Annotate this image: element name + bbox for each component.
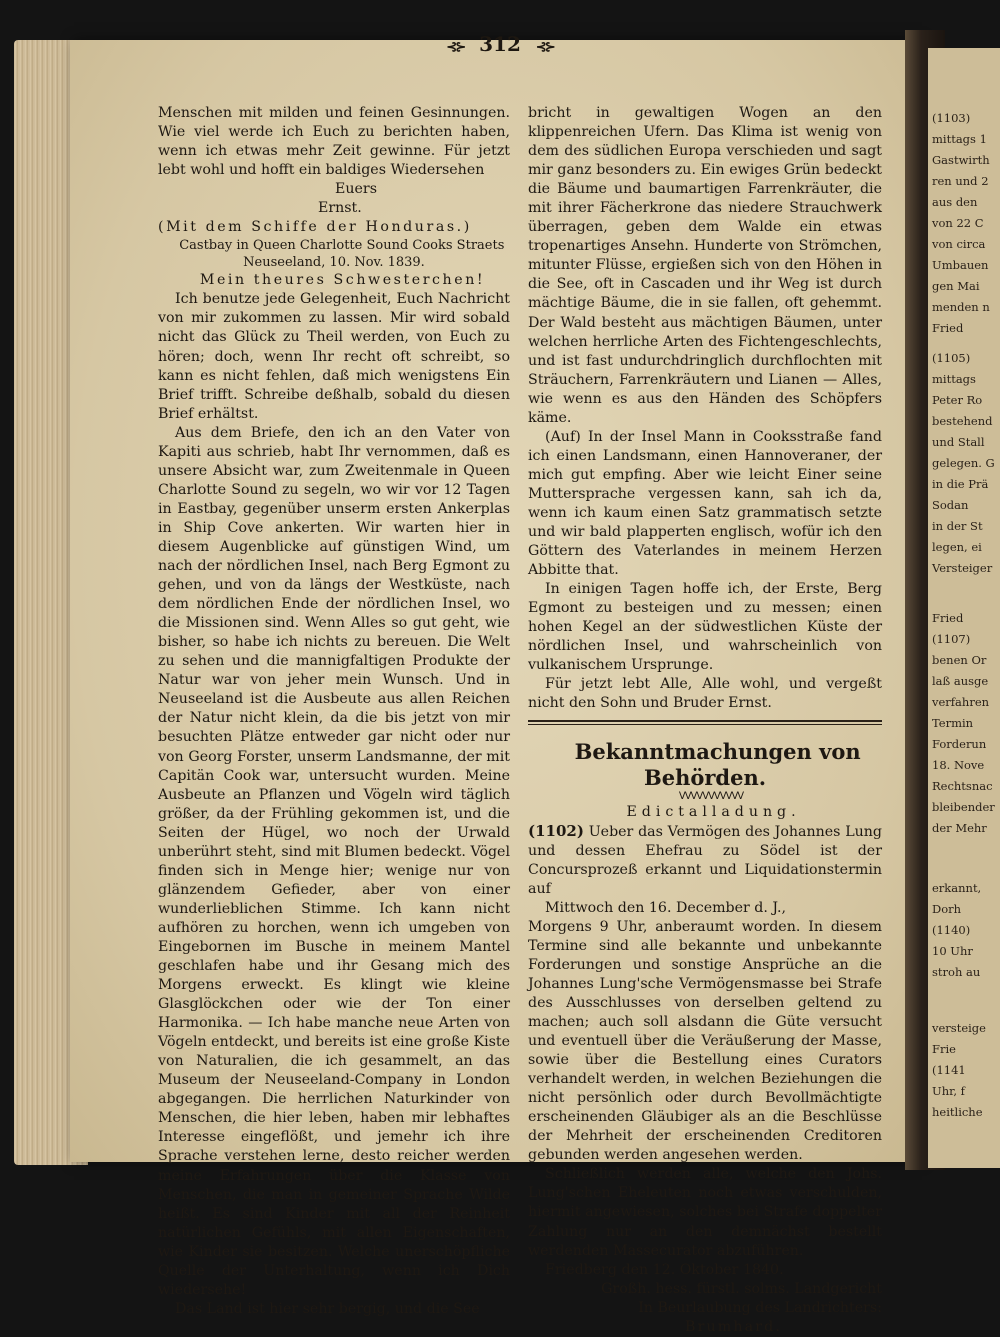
- next-page-text-fragment: menden n: [932, 300, 990, 314]
- wave-ornament: ᐯᐯᐯᐯᐯᐯᐯᐯᐯᐯᐯ: [678, 790, 744, 802]
- next-page-text-fragment: bestehend: [932, 414, 993, 428]
- next-page-text-fragment: in die Prä: [932, 477, 989, 491]
- letter-paragraph: (Auf) In der Insel Mann in Cooksstraße fand ich einen Landsmann, einen Hannoveraner, der mich gut empfing. Aber wie leicht Einer seine Muttersprache vergessen kann, sah ich da, wenn ich kaum einen Satz grammatisch setzte und wir bald plapperten englisch, wofür ich den Göttern des Vaterlandes in meinem Herzen Abbitte that.: [528, 428, 882, 579]
- next-page-text-fragment: Frie: [932, 1042, 956, 1056]
- next-page-text-fragment: 10 Uhr: [932, 944, 973, 958]
- letter-paragraph: In einigen Tagen hoffe ich, der Erste, Berg Egmont zu besteigen und zu messen; einen hohen Kegel an der südwestlichen Küste der nördlichen Insel, und wahrscheinlich von vulkanischem Ursprunge.: [528, 581, 882, 674]
- next-page-text-fragment: heitliche: [932, 1105, 983, 1119]
- signature-word: Euers: [335, 181, 377, 198]
- next-page-fragment: [928, 48, 1000, 1168]
- next-page-text-fragment: gen Mai: [932, 279, 980, 293]
- letter-opening: Menschen mit milden und feinen Gesinnungen. Wie viel werde ich Euch zu berichten haben, wenn ich etwas mehr Zeit gewinne. Für jetzt lebt wohl und hofft ein baldiges Wiedersehen: [158, 105, 510, 179]
- notice-on-leave: In Beurlaubung des Landrichters:: [638, 1299, 882, 1316]
- next-page-text-fragment: erkannt,: [932, 881, 982, 895]
- letter-paragraph: Ich benutze jede Gelegenheit, Euch Nachricht von mir zukommen zu lassen. Mir wird sobald nicht das Glück zu Theil werden, von Euch zu hören; doch, wenn Ihr recht oft schreibt, so kann es nicht fehlen, daß mich wenigstens Ein Brief trifft. Schreibe deßhalb, sobald du diesen Brief erhältst.: [158, 291, 510, 422]
- next-page-text-fragment: aus den: [932, 195, 978, 209]
- next-page-text-fragment: Sodan: [932, 498, 969, 512]
- next-page-text-fragment: Rechtsnac: [932, 779, 993, 793]
- ornament-left: ⊰⊱: [446, 40, 465, 55]
- next-page-text-fragment: Versteiger: [932, 561, 993, 575]
- next-page-text-fragment: legen, ei: [932, 540, 982, 554]
- notice-judge: Brumhard.: [685, 1318, 782, 1335]
- next-page-text-fragment: gelegen. G: [932, 456, 995, 470]
- next-page-text-fragment: Peter Ro: [932, 393, 983, 407]
- next-page-text-fragment: verfahren: [932, 695, 990, 709]
- next-page-text-fragment: (1105): [932, 351, 971, 365]
- page-number: 312: [479, 32, 521, 56]
- next-page-text-fragment: (1107): [932, 632, 971, 646]
- left-column: [158, 104, 510, 1319]
- next-page-text-fragment: und Stall: [932, 435, 985, 449]
- next-page-text-fragment: ren und 2: [932, 174, 989, 188]
- letter-signature: [158, 180, 510, 218]
- notice-title: Edictalladung.: [626, 803, 801, 820]
- notice-closing: Schließlich werden alle, welche den Johs. Lung'schen Eheleuten noch etwas verschulden, hiermit angewiesen, solches bei Strafe doppelter Zahlung nur an den demnächst bestellt werdenden Massecurator abzuführen.: [528, 1166, 882, 1259]
- notice-opening-text: Ueber das Vermögen des Johannes Lung und dessen Ehefrau zu Södel ist der Concursprozeß erkannt und Liquidationstermin auf: [528, 823, 882, 897]
- next-page-text-fragment: Gastwirth: [932, 153, 990, 167]
- next-page-text-fragment: (1140): [932, 923, 971, 937]
- next-page-text-fragment: bleibender: [932, 800, 995, 814]
- next-page-text-fragment: Uhr, f: [932, 1084, 965, 1098]
- next-page-text-fragment: Umbauen: [932, 258, 989, 272]
- notice-number: (1102): [528, 821, 584, 840]
- notice-date: Mittwoch den 16. December d. J.,: [545, 899, 787, 916]
- next-page-text-fragment: Forderun: [932, 737, 987, 751]
- next-page-text-fragment: (1141: [932, 1063, 966, 1077]
- next-page-text-fragment: mittags: [932, 372, 976, 386]
- next-page-text-fragment: mittags 1: [932, 132, 987, 146]
- next-page-text-fragment: Fried: [932, 611, 964, 625]
- section-title: Bekanntmachungen von Behörden.: [574, 738, 861, 790]
- letter-salutation: Mein theures Schwesterchen!: [199, 272, 486, 289]
- next-page-text-fragment: benen Or: [932, 653, 987, 667]
- letter-paragraph: Das Land ist hier sehr bergig, und die See: [175, 1300, 480, 1317]
- section-divider: [528, 720, 882, 725]
- notice-court: Großh. hess. fürstl. solms. Landgericht: [601, 1280, 882, 1297]
- signature-name: Ernst.: [318, 200, 362, 217]
- notice-opening: [528, 822, 882, 899]
- next-page-text-fragment: von 22 C: [932, 216, 984, 230]
- next-page-text-fragment: (1103): [932, 111, 971, 125]
- page-number-header: [0, 32, 1000, 56]
- next-page-text-fragment: Termin: [932, 716, 974, 730]
- ornament-right: ⊰⊱: [535, 40, 554, 55]
- next-page-text-fragment: versteige: [932, 1021, 986, 1035]
- next-page-text-fragment: laß ausge: [932, 674, 989, 688]
- next-page-text-fragment: in der St: [932, 519, 983, 533]
- notice-place-date: Friedberg den 12. Oktober 1840.: [545, 1261, 784, 1278]
- letter-paragraph: Für jetzt lebt Alle, Alle wohl, und vergeßt nicht den Sohn und Bruder Ernst.: [528, 676, 882, 712]
- next-page-text-fragment: 18. Nove: [932, 758, 985, 772]
- next-page-text-fragment: stroh au: [932, 965, 981, 979]
- next-page-text-fragment: von circa: [932, 237, 986, 251]
- notice-body: Morgens 9 Uhr, anberaumt worden. In diesem Termine sind alle bekannte und unbekannte Forderungen und sonstige Ansprüche an die Johannes Lung'sche Vermögensmasse bei Strafe des Ausschlusses von derselben geltend zu machen; auch soll alsdann die Güte versucht und eventuell über die Veräußerung der Masse, sowie über die Bestellung eines Curators verhandelt werden, in welchen Beziehungen die nicht persönlich oder durch Bevollmächtigte erscheinenden Gläubiger als an die Beschlüsse der Mehrheit der erscheinenden Creditoren gebunden werden angesehen werden.: [528, 918, 882, 1164]
- letter-paragraph: Aus dem Briefe, den ich an den Vater von Kapiti aus schrieb, habt Ihr vernommen, daß es unsere Absicht war, zum Zweitenmale in Queen Charlotte Sound zu segeln, wo wir vor 12 Tagen in Eastbay, gegenüber unserm ersten Ankerplas in Ship Cove ankerten. Wir warten hier in diesem Augenblicke auf günstigen Wind, um nach der nördlichen Insel, nach Berg Egmont zu gehen, und von da längs der Westküste, nach dem nördlichen Ende der nördlichen Insel, wo die Missionen sind. Wenn Alles so gut geht, wie bisher, so habe ich nichts zu bereuen. Die Welt zu sehen und die mannigfaltigen Produkte der Natur war von jeher mein Wunsch. Und in Neuseeland ist die Ausbeute aus allen Reichen der Natur nicht klein, da die bis jetzt von mir besuchten Plätze entweder gar nicht oder nur von Georg Forster, unserm Landsmanne, der mit Capitän Cook war, untersucht wurden. Meine Ausbeute an Pflanzen und Vögeln wird täglich größer, da der Frühling gekommen ist, und die Seiten der Hügel, wo noch der Urwald unberührt steht, sind mit Blumen bedeckt. Vögel finden sich in Menge hier; wenige nur von glänzendem Gefieder, aber von einer wunderlieblichen Stimme. Ich kann nicht aufhören zu horchen, wenn ich umgeben von Eingebornen im Busche in meinem Mantel geschlafen habe und ihr Gesang mich des Morgens erweckt. Es klingt wie kleine Glasglöckchen oder wie der Ton einer Harmonika. — Ich habe manche neue Arten von Vögeln entdeckt, und bereits ist eine große Kiste von Naturalien, die ich gesammelt, an das Museum der Neuseeland-Company in London abgegangen. Die herrlichen Naturkinder von Menschen, die hier leben, haben mir lebhaftes Interesse eingeflößt, und jemehr ich ihre Sprache verstehen lerne, desto reicher werden meine Erfahrungen über die Klasse von Menschen, die man in gemeiner Sprache Wilde heißt. Es sind Kinder mit all der Reinheit natürlichen Gefühls, mit allen Eigenschaften, wie Kinder sie besitzen. Welche unerschöpfliche Quelle der Unterhaltung, wenn ich Dich wiedersehe!: [158, 424, 510, 1298]
- next-page-text-fragment: Fried: [932, 321, 964, 335]
- letter-paragraph: bricht in gewaltigen Wogen an den klippenreichen Ufern. Das Klima ist wenig von dem des südlichen Europa verschieden und sagt mir ganz besonders zu. Ein ewiges Grün bedeckt die Bäume und baumartigen Farrenkräuter, die mit ihrer Fächerkrone das niedere Strauchwerk überragen, geben dem Walde ein etwas tropenartiges Ansehn. Hunderte von Strömchen, mitunter Flüsse, ergießen sich von den Höhen in die See, oft in Cascaden und ihr Weg ist durch mächtige Bäume, die in sie fallen, oft gehemmt. Der Wald besteht aus mächtigen Bäumen, unter welchen herrliche Arten des Fichtengeschlechts, und ist fast undurchdringlich durchflochten mit Sträuchern, Farrenkräutern und Lianen — Alles, wie wenn es aus den Händen des Schöpfers käme.: [528, 105, 882, 426]
- next-page-text-fragment: Dorh: [932, 902, 962, 916]
- letter-dateline: Castbay in Queen Charlotte Sound Cooks Straets Neuseeland, 10. Nov. 1839.: [179, 238, 505, 271]
- ship-note: (Mit dem Schiffe der Honduras.): [158, 219, 472, 236]
- next-page-text-fragment: der Mehr: [932, 821, 987, 835]
- right-column: [528, 104, 882, 1337]
